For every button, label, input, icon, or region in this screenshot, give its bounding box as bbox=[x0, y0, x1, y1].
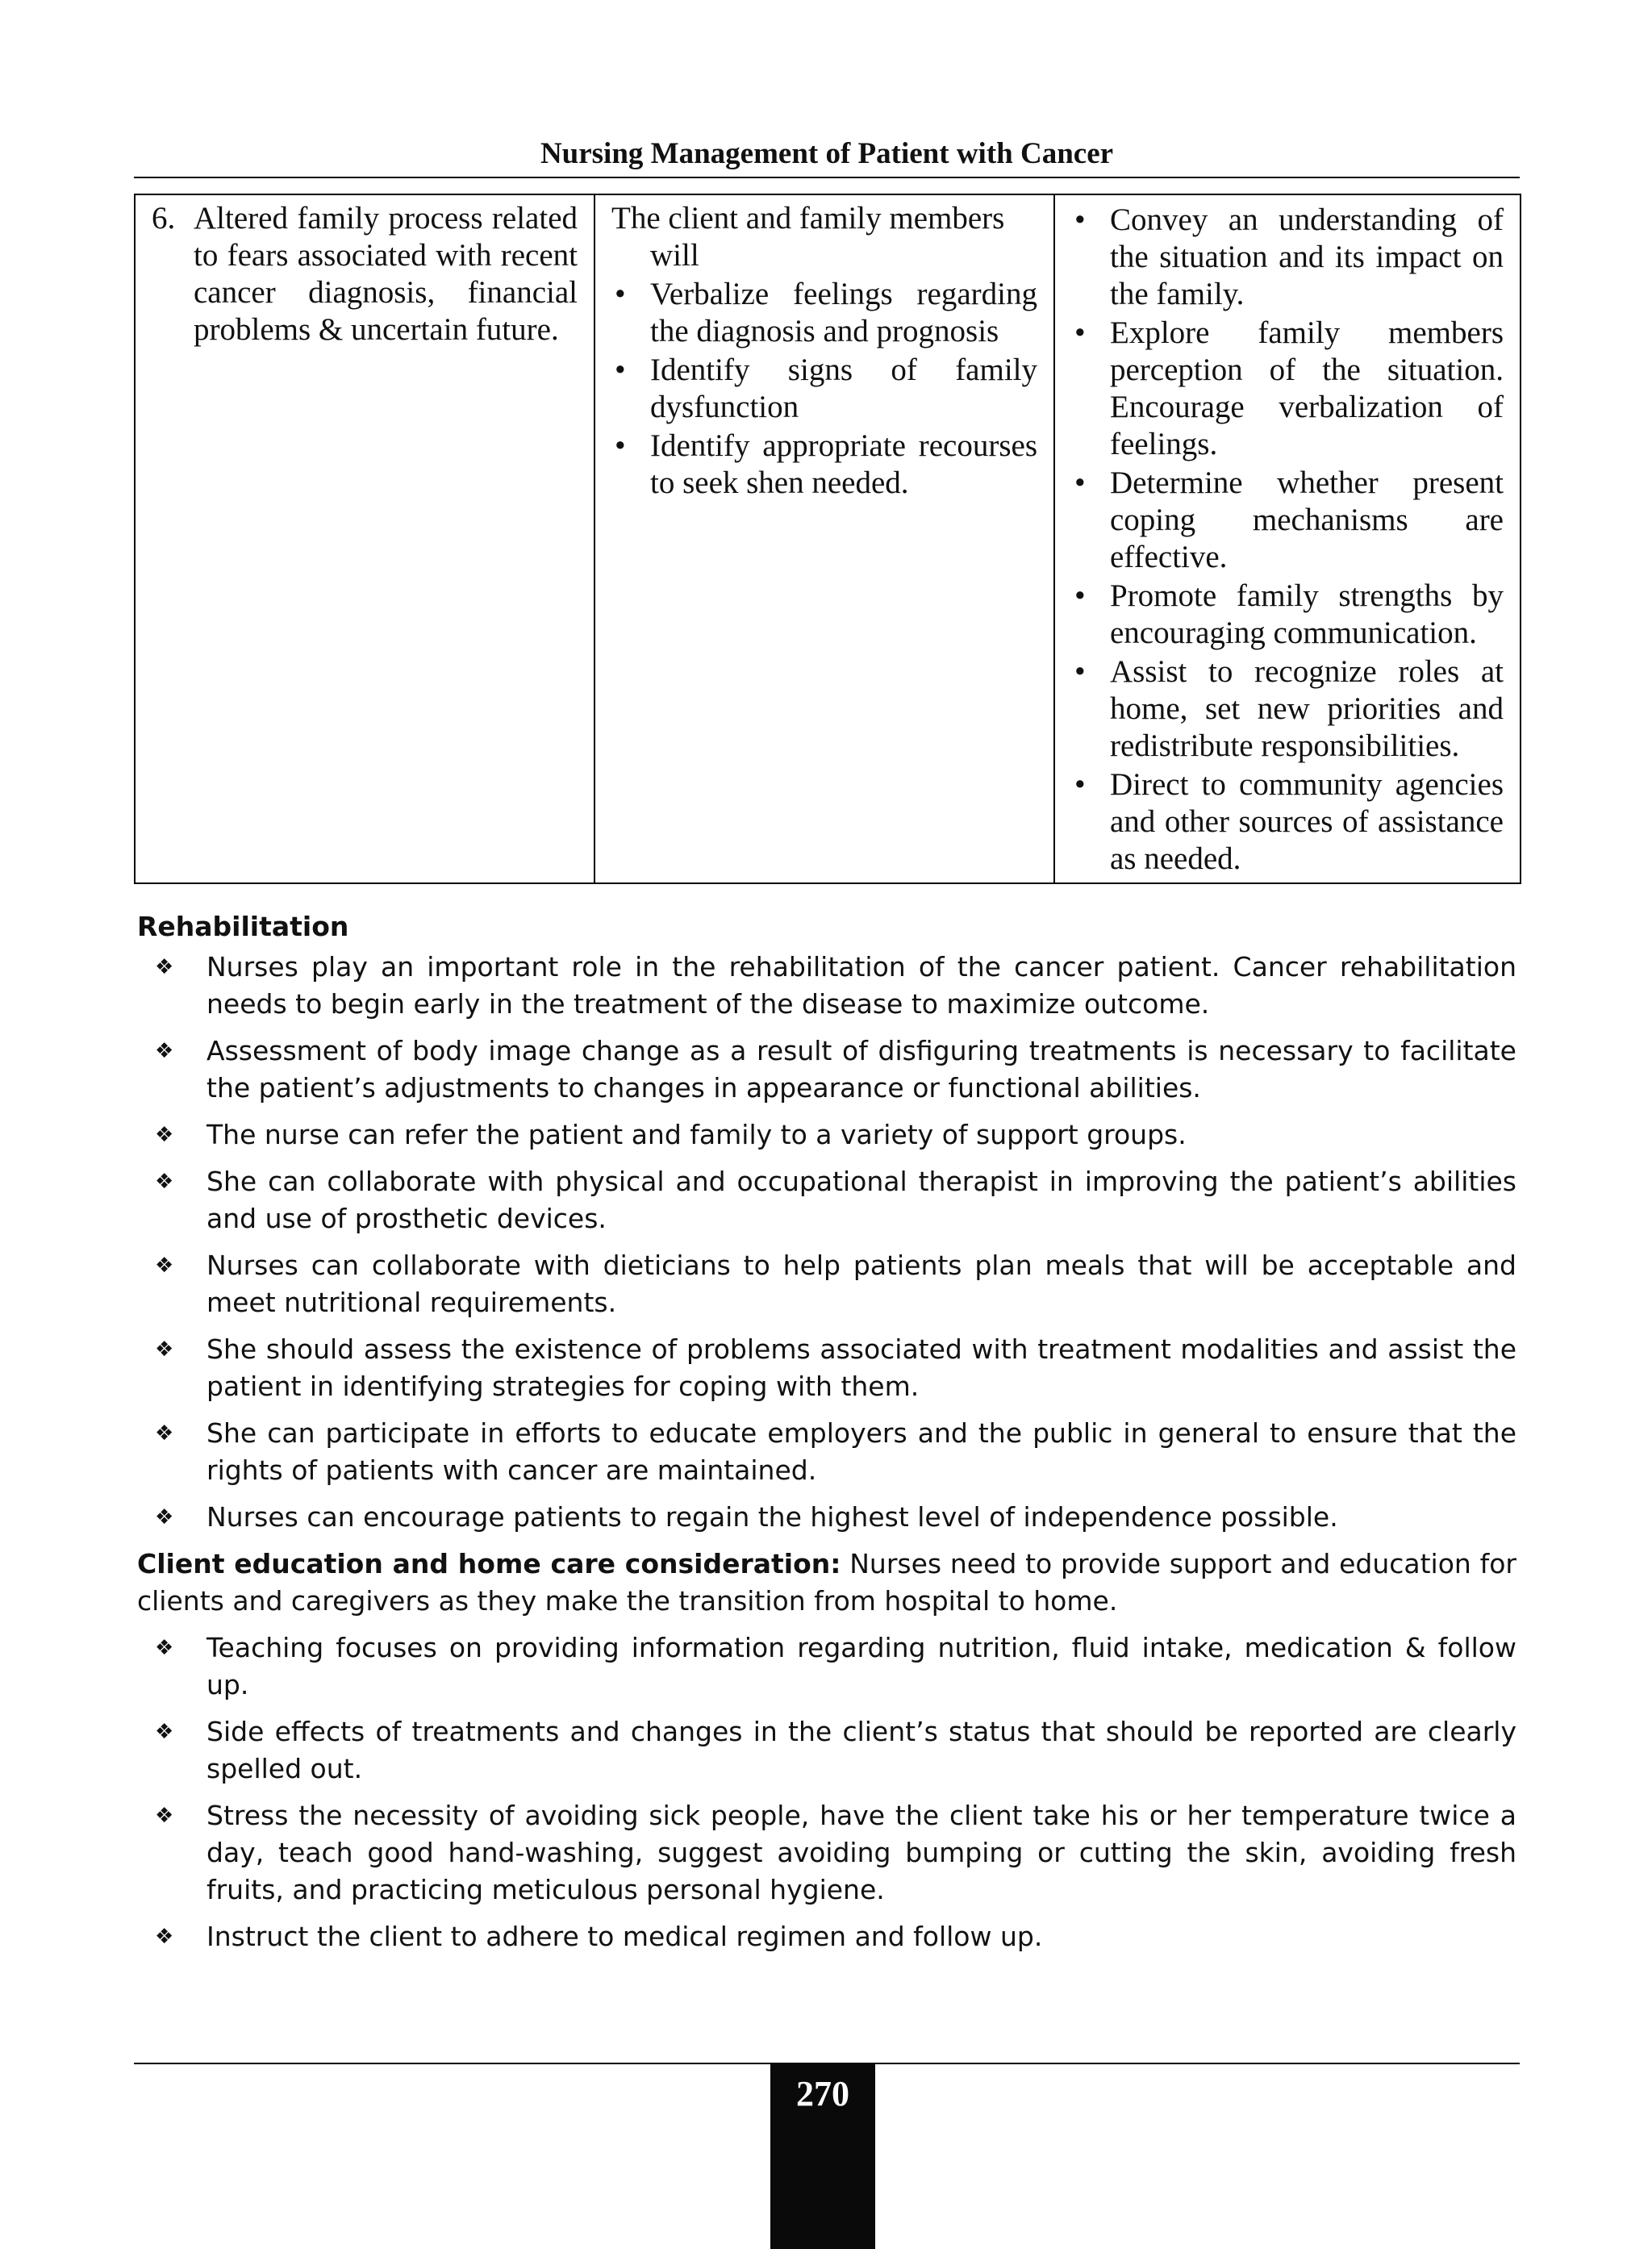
bullet-dot-icon: • bbox=[1074, 315, 1086, 350]
page-number: 270 bbox=[770, 2063, 875, 2249]
list-item bbox=[1071, 465, 1504, 576]
diamond-bullet-icon: ❖ bbox=[155, 1804, 174, 1828]
diamond-bullet-icon: ❖ bbox=[155, 1254, 174, 1278]
education-list bbox=[137, 1629, 1516, 1955]
list-item bbox=[137, 1163, 1516, 1237]
intervention-text: Direct to community agencies and other sources of assistance as needed. bbox=[1110, 767, 1504, 876]
list-item bbox=[611, 428, 1037, 502]
rehabilitation-item-text: Assessment of body image change as a result of disfiguring treatments is necessary to facilitate the patient’s adjustments to changes in appearance or functional abilities. bbox=[206, 1035, 1516, 1104]
rehabilitation-item-text: She should assess the existence of problems associated with treatment modalities and assist the patient in identifying strategies for coping with them. bbox=[206, 1333, 1516, 1402]
bullet-dot-icon: • bbox=[1074, 465, 1086, 500]
list-item bbox=[137, 1331, 1516, 1405]
list-item bbox=[1071, 578, 1504, 652]
list-item bbox=[137, 1499, 1516, 1536]
outcomes-list bbox=[611, 276, 1037, 502]
bullet-dot-icon: • bbox=[615, 277, 626, 311]
diamond-bullet-icon: ❖ bbox=[155, 1421, 174, 1446]
education-item-text: Teaching focuses on providing information regarding nutrition, fluid intake, medication & follow up. bbox=[206, 1632, 1516, 1700]
page-header-title: Nursing Management of Patient with Cancer bbox=[540, 137, 1114, 170]
intervention-text: Convey an understanding of the situation and its impact on the family. bbox=[1110, 202, 1504, 311]
bullet-dot-icon: • bbox=[615, 353, 626, 387]
intervention-text: Determine whether present coping mechanisms are effective. bbox=[1110, 465, 1504, 574]
diamond-bullet-icon: ❖ bbox=[155, 1039, 174, 1063]
bullet-dot-icon: • bbox=[1074, 767, 1086, 802]
list-item bbox=[137, 1247, 1516, 1321]
list-item bbox=[611, 352, 1037, 426]
table-row bbox=[135, 194, 1521, 883]
outcome-intro-line-1: The client and family members bbox=[611, 201, 1005, 236]
education-item-text: Instruct the client to adhere to medical regimen and follow up. bbox=[206, 1921, 1043, 1952]
diamond-bullet-icon: ❖ bbox=[155, 1337, 174, 1362]
outcomes-cell bbox=[594, 194, 1054, 883]
rehabilitation-item-text: The nurse can refer the patient and family to a variety of support groups. bbox=[206, 1119, 1187, 1150]
outcome-text: Identify signs of family dysfunction bbox=[650, 353, 1037, 424]
intervention-text: Promote family strengths by encouraging communication. bbox=[1110, 578, 1504, 650]
rehabilitation-list bbox=[137, 949, 1516, 1536]
rehabilitation-item-text: She can participate in efforts to educate employers and the public in general to ensure that the rights of patients with cancer are maintained. bbox=[206, 1417, 1516, 1486]
outcome-text: Verbalize feelings regarding the diagnosis and prognosis bbox=[650, 277, 1037, 348]
interventions-list bbox=[1071, 202, 1504, 878]
bullet-dot-icon: • bbox=[1074, 578, 1086, 613]
section-heading-rehabilitation: Rehabilitation bbox=[137, 911, 349, 942]
education-lead-heading: Client education and home care consideration: bbox=[137, 1548, 841, 1579]
list-item bbox=[137, 949, 1516, 1023]
list-item bbox=[137, 1116, 1516, 1154]
list-item bbox=[1071, 202, 1504, 313]
diamond-bullet-icon: ❖ bbox=[155, 1636, 174, 1660]
list-item bbox=[137, 1918, 1516, 1955]
diagnosis-text: Altered family process related to fears associated with recent cancer diagnosis, financial problems & uncertain future. bbox=[194, 201, 578, 347]
list-item bbox=[137, 1713, 1516, 1788]
header-divider bbox=[134, 177, 1520, 178]
care-plan-table bbox=[134, 194, 1521, 884]
list-item bbox=[137, 1797, 1516, 1909]
education-paragraph bbox=[137, 1546, 1516, 1620]
diamond-bullet-icon: ❖ bbox=[155, 1720, 174, 1744]
list-item bbox=[137, 1415, 1516, 1489]
education-item-text: Stress the necessity of avoiding sick people, have the client take his or her temperature twice a day, teach good hand-washing, suggest avoiding bumping or cutting the skin, avoiding fresh fruits, and practicing meticulous personal hygiene. bbox=[206, 1800, 1516, 1905]
interventions-cell bbox=[1054, 194, 1521, 883]
list-item bbox=[1071, 315, 1504, 463]
outcome-text: Identify appropriate recourses to seek shen needed. bbox=[650, 428, 1037, 500]
diamond-bullet-icon: ❖ bbox=[155, 1170, 174, 1194]
list-item bbox=[1071, 766, 1504, 878]
rehabilitation-item-text: Nurses can encourage patients to regain the highest level of independence possible. bbox=[206, 1501, 1338, 1533]
diamond-bullet-icon: ❖ bbox=[155, 1505, 174, 1529]
rehabilitation-item-text: She can collaborate with physical and occupational therapist in improving the patient’s abilities and use of prosthetic devices. bbox=[206, 1166, 1516, 1234]
bullet-dot-icon: • bbox=[615, 428, 626, 463]
outcome-intro bbox=[611, 200, 1037, 274]
list-item bbox=[137, 1629, 1516, 1704]
body-content bbox=[137, 908, 1516, 1965]
diamond-bullet-icon: ❖ bbox=[155, 1123, 174, 1147]
diagnosis-cell bbox=[135, 194, 594, 883]
list-item bbox=[137, 1033, 1516, 1107]
education-lead-text: Nurses need to provide support and education for clients and caregivers as they make the transition from hospital to home. bbox=[137, 1548, 1516, 1617]
education-item-text: Side effects of treatments and changes in the client’s status that should be reported are clearly spelled out. bbox=[206, 1716, 1516, 1784]
outcome-intro-line-2: will bbox=[650, 238, 699, 273]
row-number: 6. bbox=[152, 201, 176, 236]
bullet-dot-icon: • bbox=[1074, 202, 1086, 237]
intervention-text: Explore family members perception of the situation. Encourage verbalization of feelings. bbox=[1110, 315, 1504, 461]
bullet-dot-icon: • bbox=[1074, 654, 1086, 689]
list-item bbox=[1071, 653, 1504, 765]
list-item bbox=[611, 276, 1037, 350]
diamond-bullet-icon: ❖ bbox=[155, 955, 174, 979]
intervention-text: Assist to recognize roles at home, set new priorities and redistribute responsibilities. bbox=[1110, 654, 1504, 763]
diamond-bullet-icon: ❖ bbox=[155, 1925, 174, 1949]
rehabilitation-item-text: Nurses can collaborate with dieticians to help patients plan meals that will be acceptable and meet nutritional requirements. bbox=[206, 1250, 1516, 1318]
rehabilitation-item-text: Nurses play an important role in the rehabilitation of the cancer patient. Cancer rehabilitation needs to begin early in the treatment of the disease to maximize outcome. bbox=[206, 951, 1516, 1020]
